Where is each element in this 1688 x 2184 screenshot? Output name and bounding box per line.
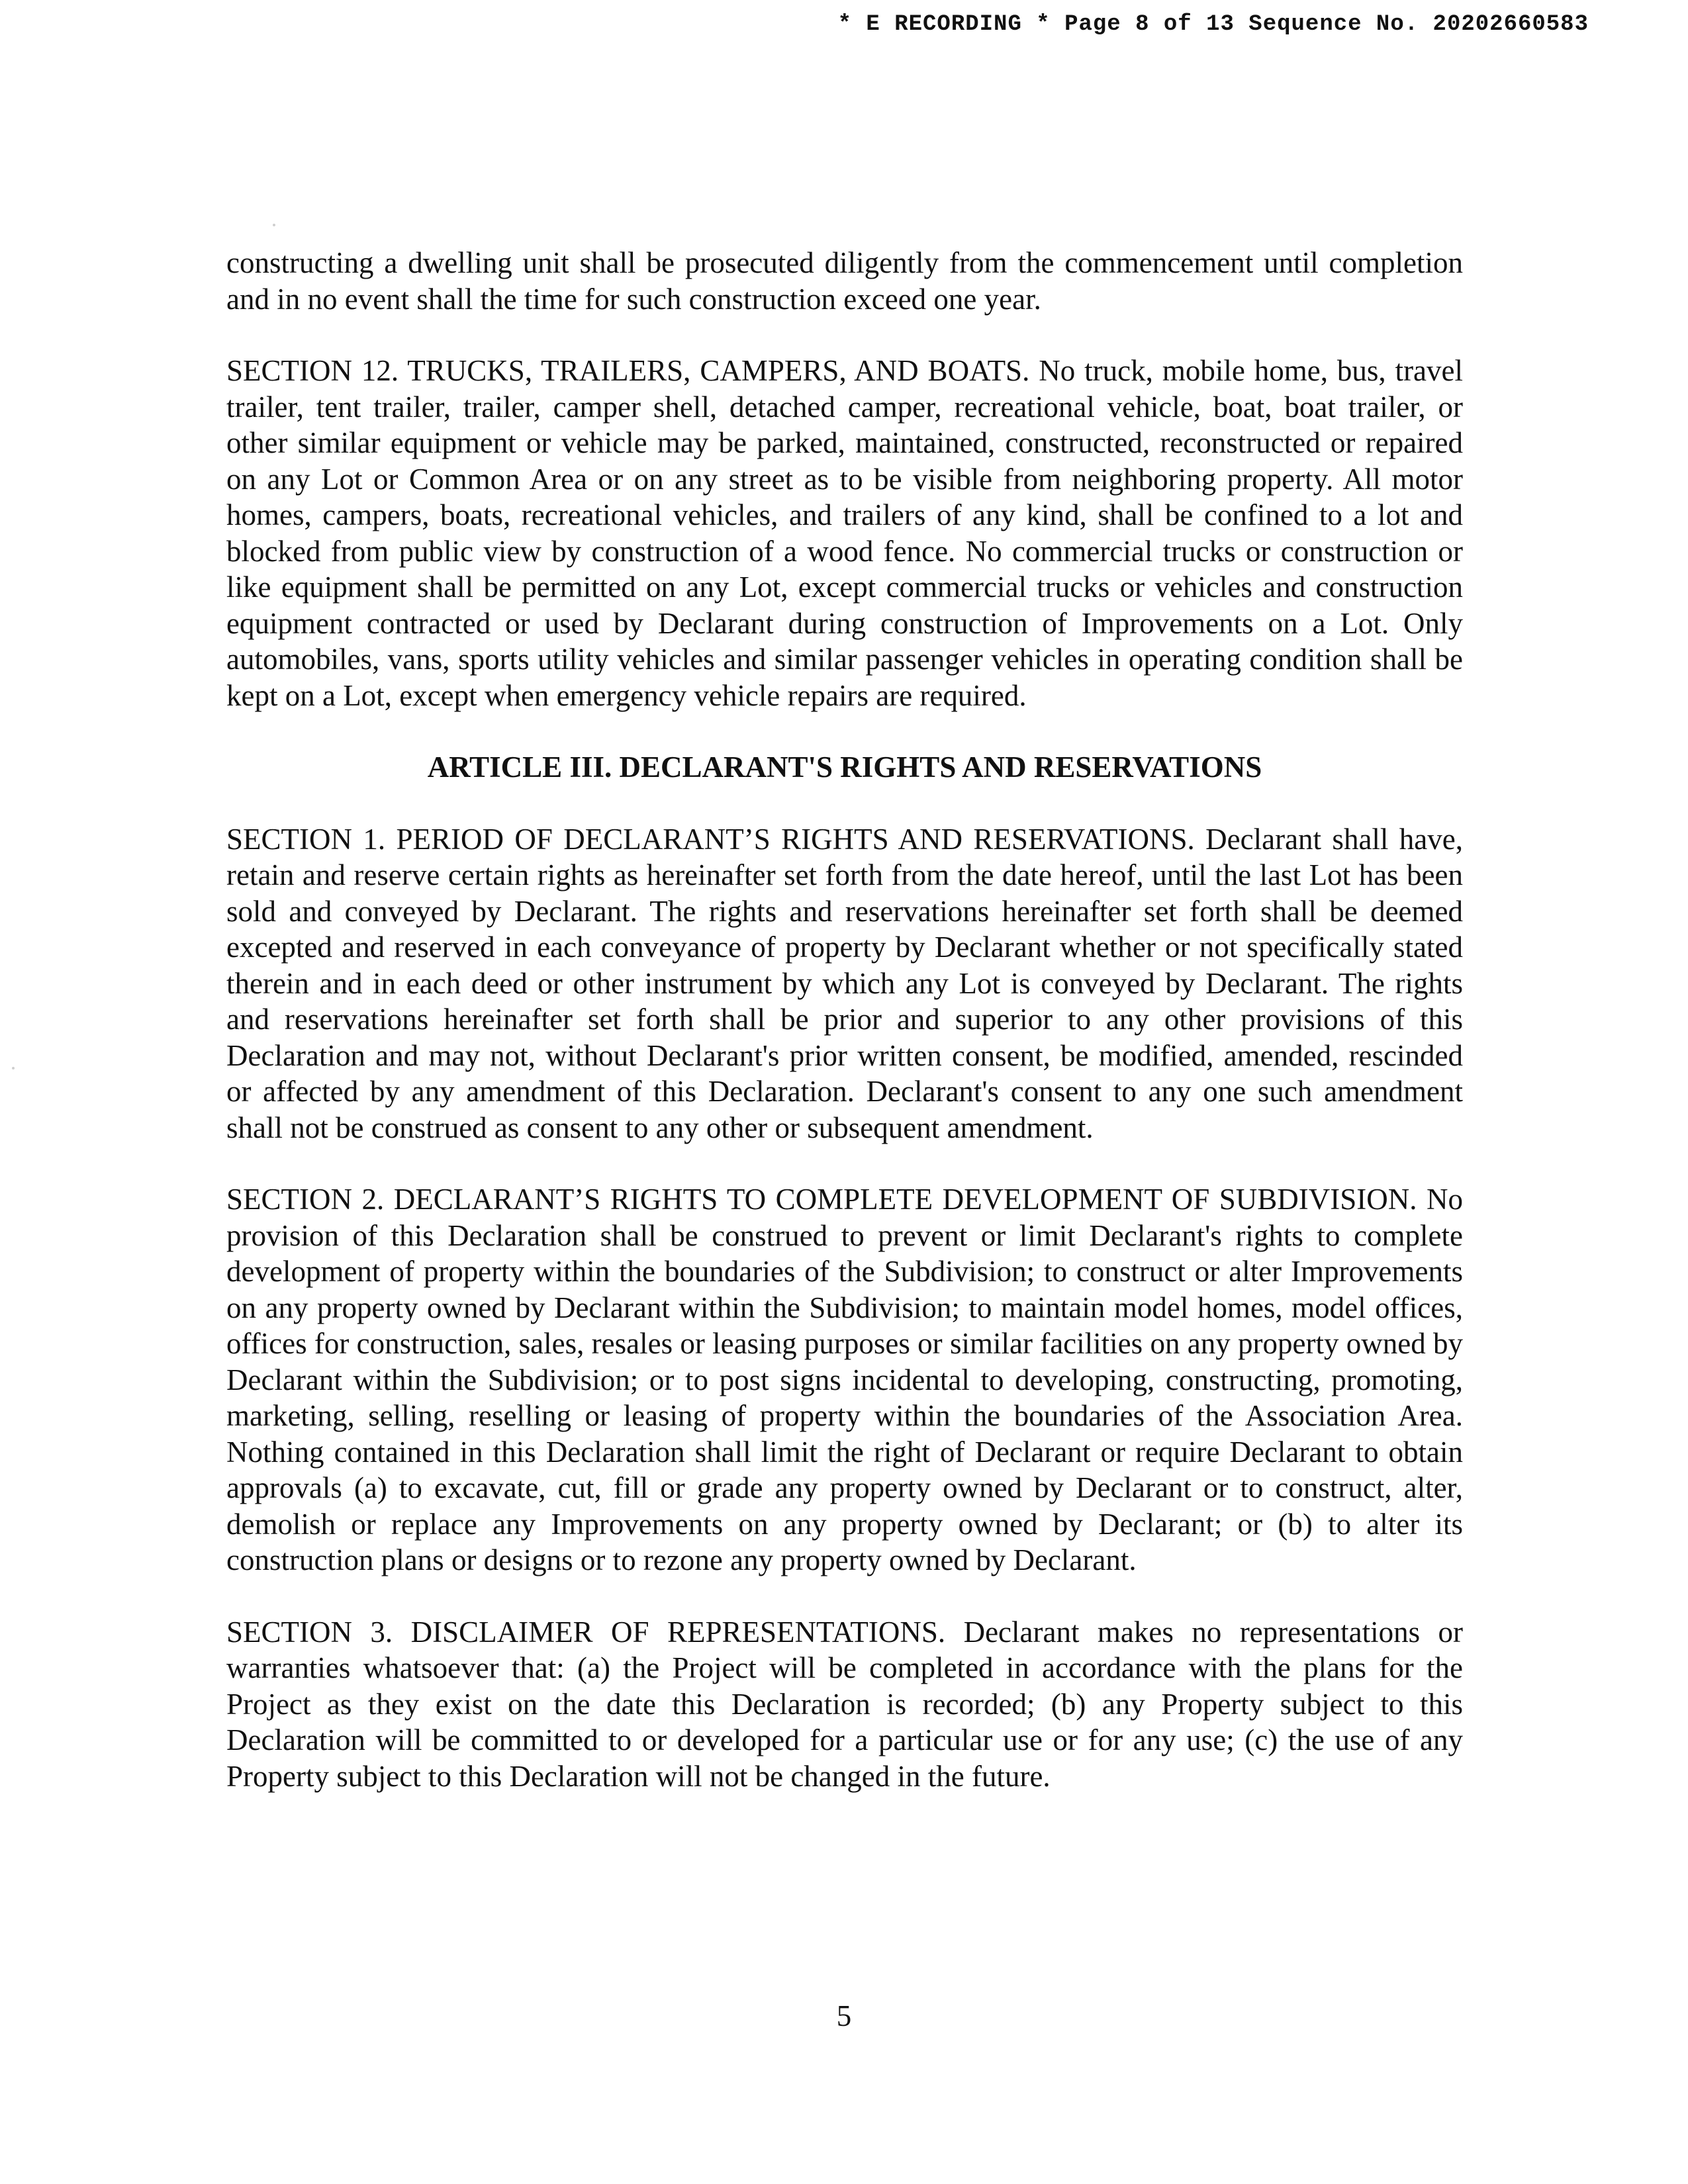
scan-mark-top [273,224,275,226]
page-number: 5 [836,1999,852,2032]
section-2-paragraph: SECTION 2. DECLARANT’S RIGHTS TO COMPLETE DEVELOPMENT OF SUBDIVISION. No provision of this Declaration shall be construed to prevent or limit Declarant's rights to complete development of property within the boundaries of the Subdivision; to construct or alter Improvements on any property owned by Declarant within the Subdivision; to maintain model homes, model offices, offices for construction, sales, resales or leasing purposes or similar facilities on any property owned by Declarant within the Subdivision; or to post signs incidental to developing, constructing, promoting, marketing, selling, reselling or leasing of property within the boundaries of the Association Area. Nothing contained in this Declaration shall limit the right of Declarant or require Declarant to obtain approvals (a) to excavate, cut, fill or grade any property owned by Declarant or to construct, alter, demolish or replace any Improvements on any property owned by Declarant; or (b) to alter its construction plans or designs or to rezone any property owned by Declarant. [226,1183,1463,1576]
document-body [226,245,1463,1830]
section-12-paragraph: SECTION 12. TRUCKS, TRAILERS, CAMPERS, AND BOATS. No truck, mobile home, bus, travel trailer, tent trailer, trailer, camper shell, detached camper, recreational vehicle, boat, boat trailer, or other similar equipment or vehicle may be parked, maintained, constructed, reconstructed or repaired on any Lot or Common Area or on any street as to be visible from neighboring property. All motor homes, campers, boats, recreational vehicles, and trailers of any kind, shall be confined to a lot and blocked from public view by construction of a wood fence. No commercial trucks or construction or like equipment shall be permitted on any Lot, except commercial trucks or vehicles and construction equipment contracted or used by Declarant during construction of Improvements on a Lot. Only automobiles, vans, sports utility vehicles and similar passenger vehicles in operating condition shall be kept on a Lot, except when emergency vehicle repairs are required. [226,354,1463,712]
continuation-paragraph: constructing a dwelling unit shall be prosecuted diligently from the commencement until completion and in no event shall the time for such construction exceed one year. [226,246,1463,316]
scan-mark-left [12,1067,15,1069]
article-iii-heading: ARTICLE III. DECLARANT'S RIGHTS AND RESERVATIONS [427,751,1262,784]
recording-header: * E RECORDING * Page 8 of 13 Sequence No. 20202660583 [837,12,1589,37]
section-3-paragraph: SECTION 3. DISCLAIMER OF REPRESENTATIONS. Declarant makes no representations or warranties whatsoever that: (a) the Project will be completed in accordance with the plans for the Project as they exist on the date this Declaration is recorded; (b) any Property subject to this Declaration will be committed to or developed for a particular use or for any use; (c) the use of any Property subject to this Declaration will not be changed in the future. [226,1615,1463,1793]
section-1-paragraph: SECTION 1. PERIOD OF DECLARANT’S RIGHTS AND RESERVATIONS. Declarant shall have, retain and reserve certain rights as hereinafter set forth from the date hereof, until the last Lot has been sold and conveyed by Declarant. The rights and reservations hereinafter set forth shall be deemed excepted and reserved in each conveyance of property by Declarant whether or not specifically stated therein and in each deed or other instrument by which any Lot is conveyed by Declarant. The rights and reservations hereinafter set forth shall be prior and superior to any other provisions of this Declaration and may not, without Declarant's prior written consent, be modified, amended, rescinded or affected by any amendment of this Declaration. Declarant's consent to any one such amendment shall not be construed as consent to any other or subsequent amendment. [226,822,1463,1144]
